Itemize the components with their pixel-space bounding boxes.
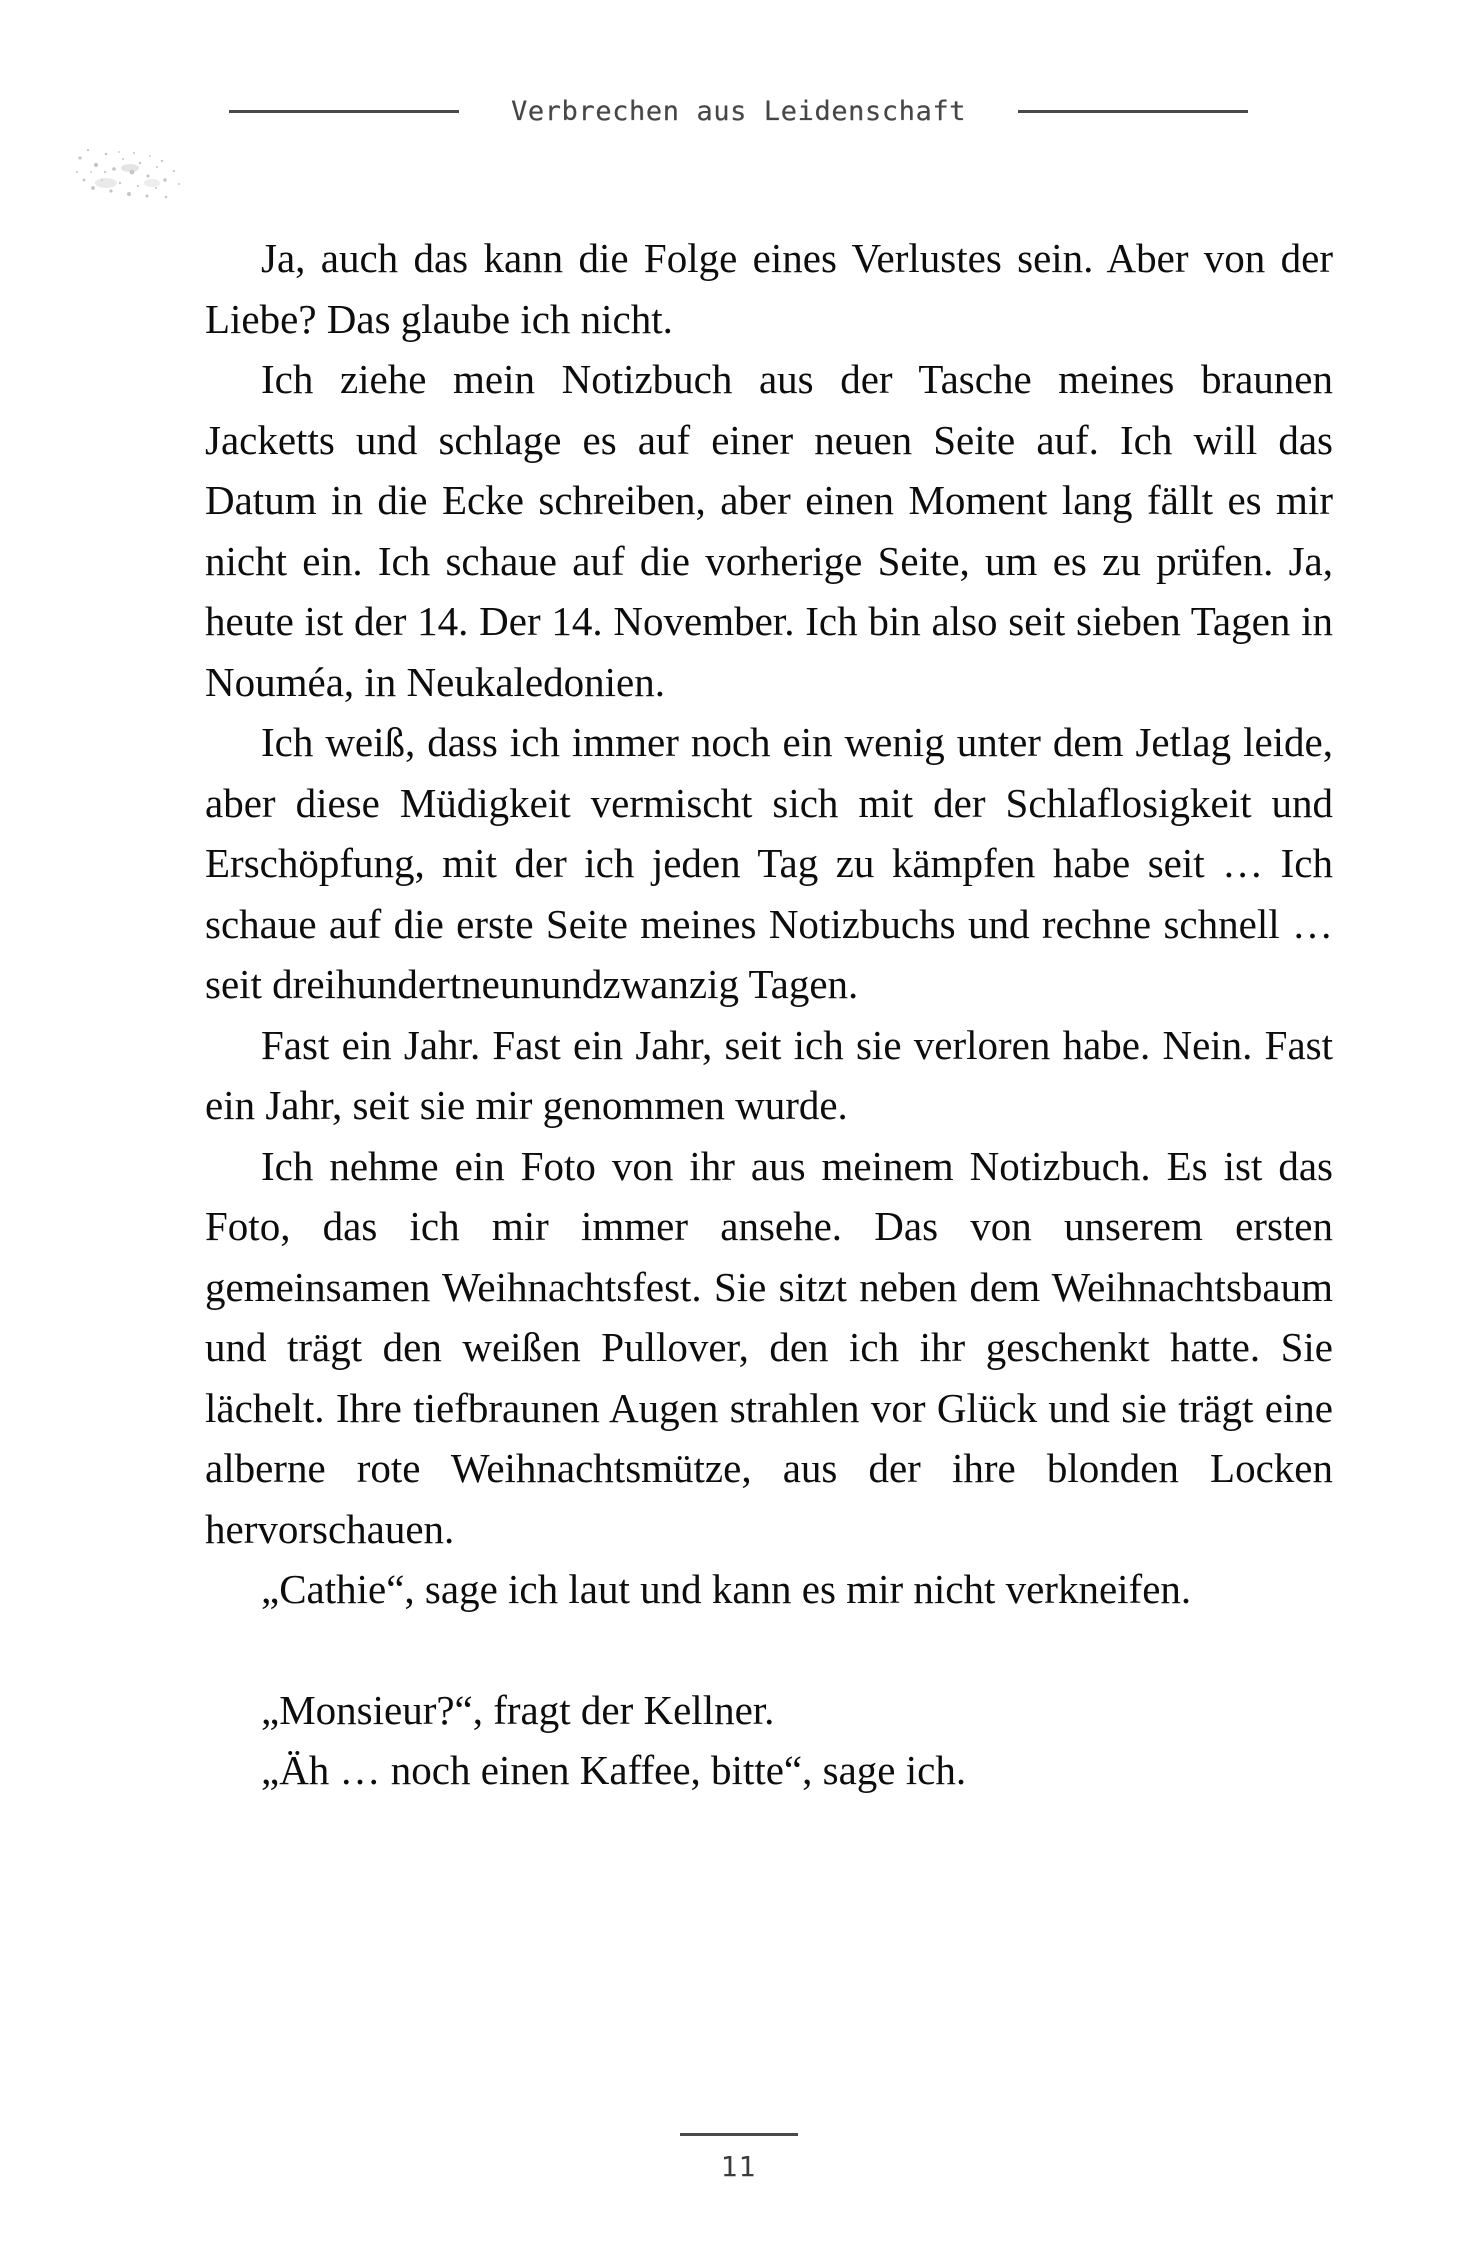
paragraph-spacer bbox=[205, 1620, 1333, 1680]
running-header bbox=[0, 86, 1477, 136]
page-footer bbox=[0, 2133, 1477, 2183]
paragraph: „Cathie“, sage ich laut und kann es mir nicht verkneifen. bbox=[261, 1566, 1192, 1612]
paragraph: Ich nehme ein Foto von ihr aus meinem Notizbuch. Es ist das Foto, das ich mir immer ansehe. Das von unserem ersten gemeinsamen Weihnachtsfest. Sie sitzt neben dem Weihnachtsbaum und trägt den weißen Pullover, den ich ihr geschenkt hatte. Sie lächelt. Ihre tiefbraunen Augen strahlen vor Glück und sie trägt eine alberne rote Weihnachtsmütze, aus der ihre blonden Locken hervorschauen. bbox=[205, 1142, 1333, 1552]
header-rule-left bbox=[229, 110, 459, 113]
paragraph-dialogue: „Monsieur?“, fragt der Kellner. bbox=[261, 1686, 775, 1733]
paragraph: Ich ziehe mein Notizbuch aus der Tasche meines braunen Jacketts und schlage es auf einer neuen Seite auf. Ich will das Datum in die Ecke schreiben, aber einen Moment lang fällt es mir nicht ein. Ich schaue auf die vorherige Seite, um es zu prüfen. Ja, heute ist der 14. Der 14. November. Ich bin also seit sieben Tagen in Nouméa, in Neukaledonien. bbox=[205, 356, 1333, 705]
body-text bbox=[205, 228, 1333, 1801]
paragraph: Ja, auch das kann die Folge eines Verlustes sein. Aber von der Liebe? Das glaube ich nicht. bbox=[205, 235, 1333, 342]
ink-speckle-smudge-icon bbox=[62, 128, 192, 208]
paragraph: Ich weiß, dass ich immer noch ein wenig unter dem Jetlag leide, aber diese Müdigkeit vermischt sich mit der Schlaflosigkeit und Erschöpfung, mit der ich jeden Tag zu kämpfen habe seit … Ich schaue auf die erste Seite meines Notizbuchs und rechne schnell … seit dreihundertneunundzwanzig Tagen. bbox=[205, 719, 1333, 1007]
paragraph: Fast ein Jahr. Fast ein Jahr, seit ich sie verloren habe. Nein. Fast ein Jahr, seit sie mir genommen wurde. bbox=[205, 1021, 1333, 1128]
paragraph-dialogue: „Äh … noch einen Kaffee, bitte“, sage ich. bbox=[261, 1747, 967, 1793]
header-rule-right bbox=[1018, 110, 1248, 113]
page-number: 11 bbox=[720, 2150, 757, 2183]
footer-rule bbox=[680, 2133, 798, 2136]
page-title: Verbrechen aus Leidenschaft bbox=[510, 95, 967, 127]
